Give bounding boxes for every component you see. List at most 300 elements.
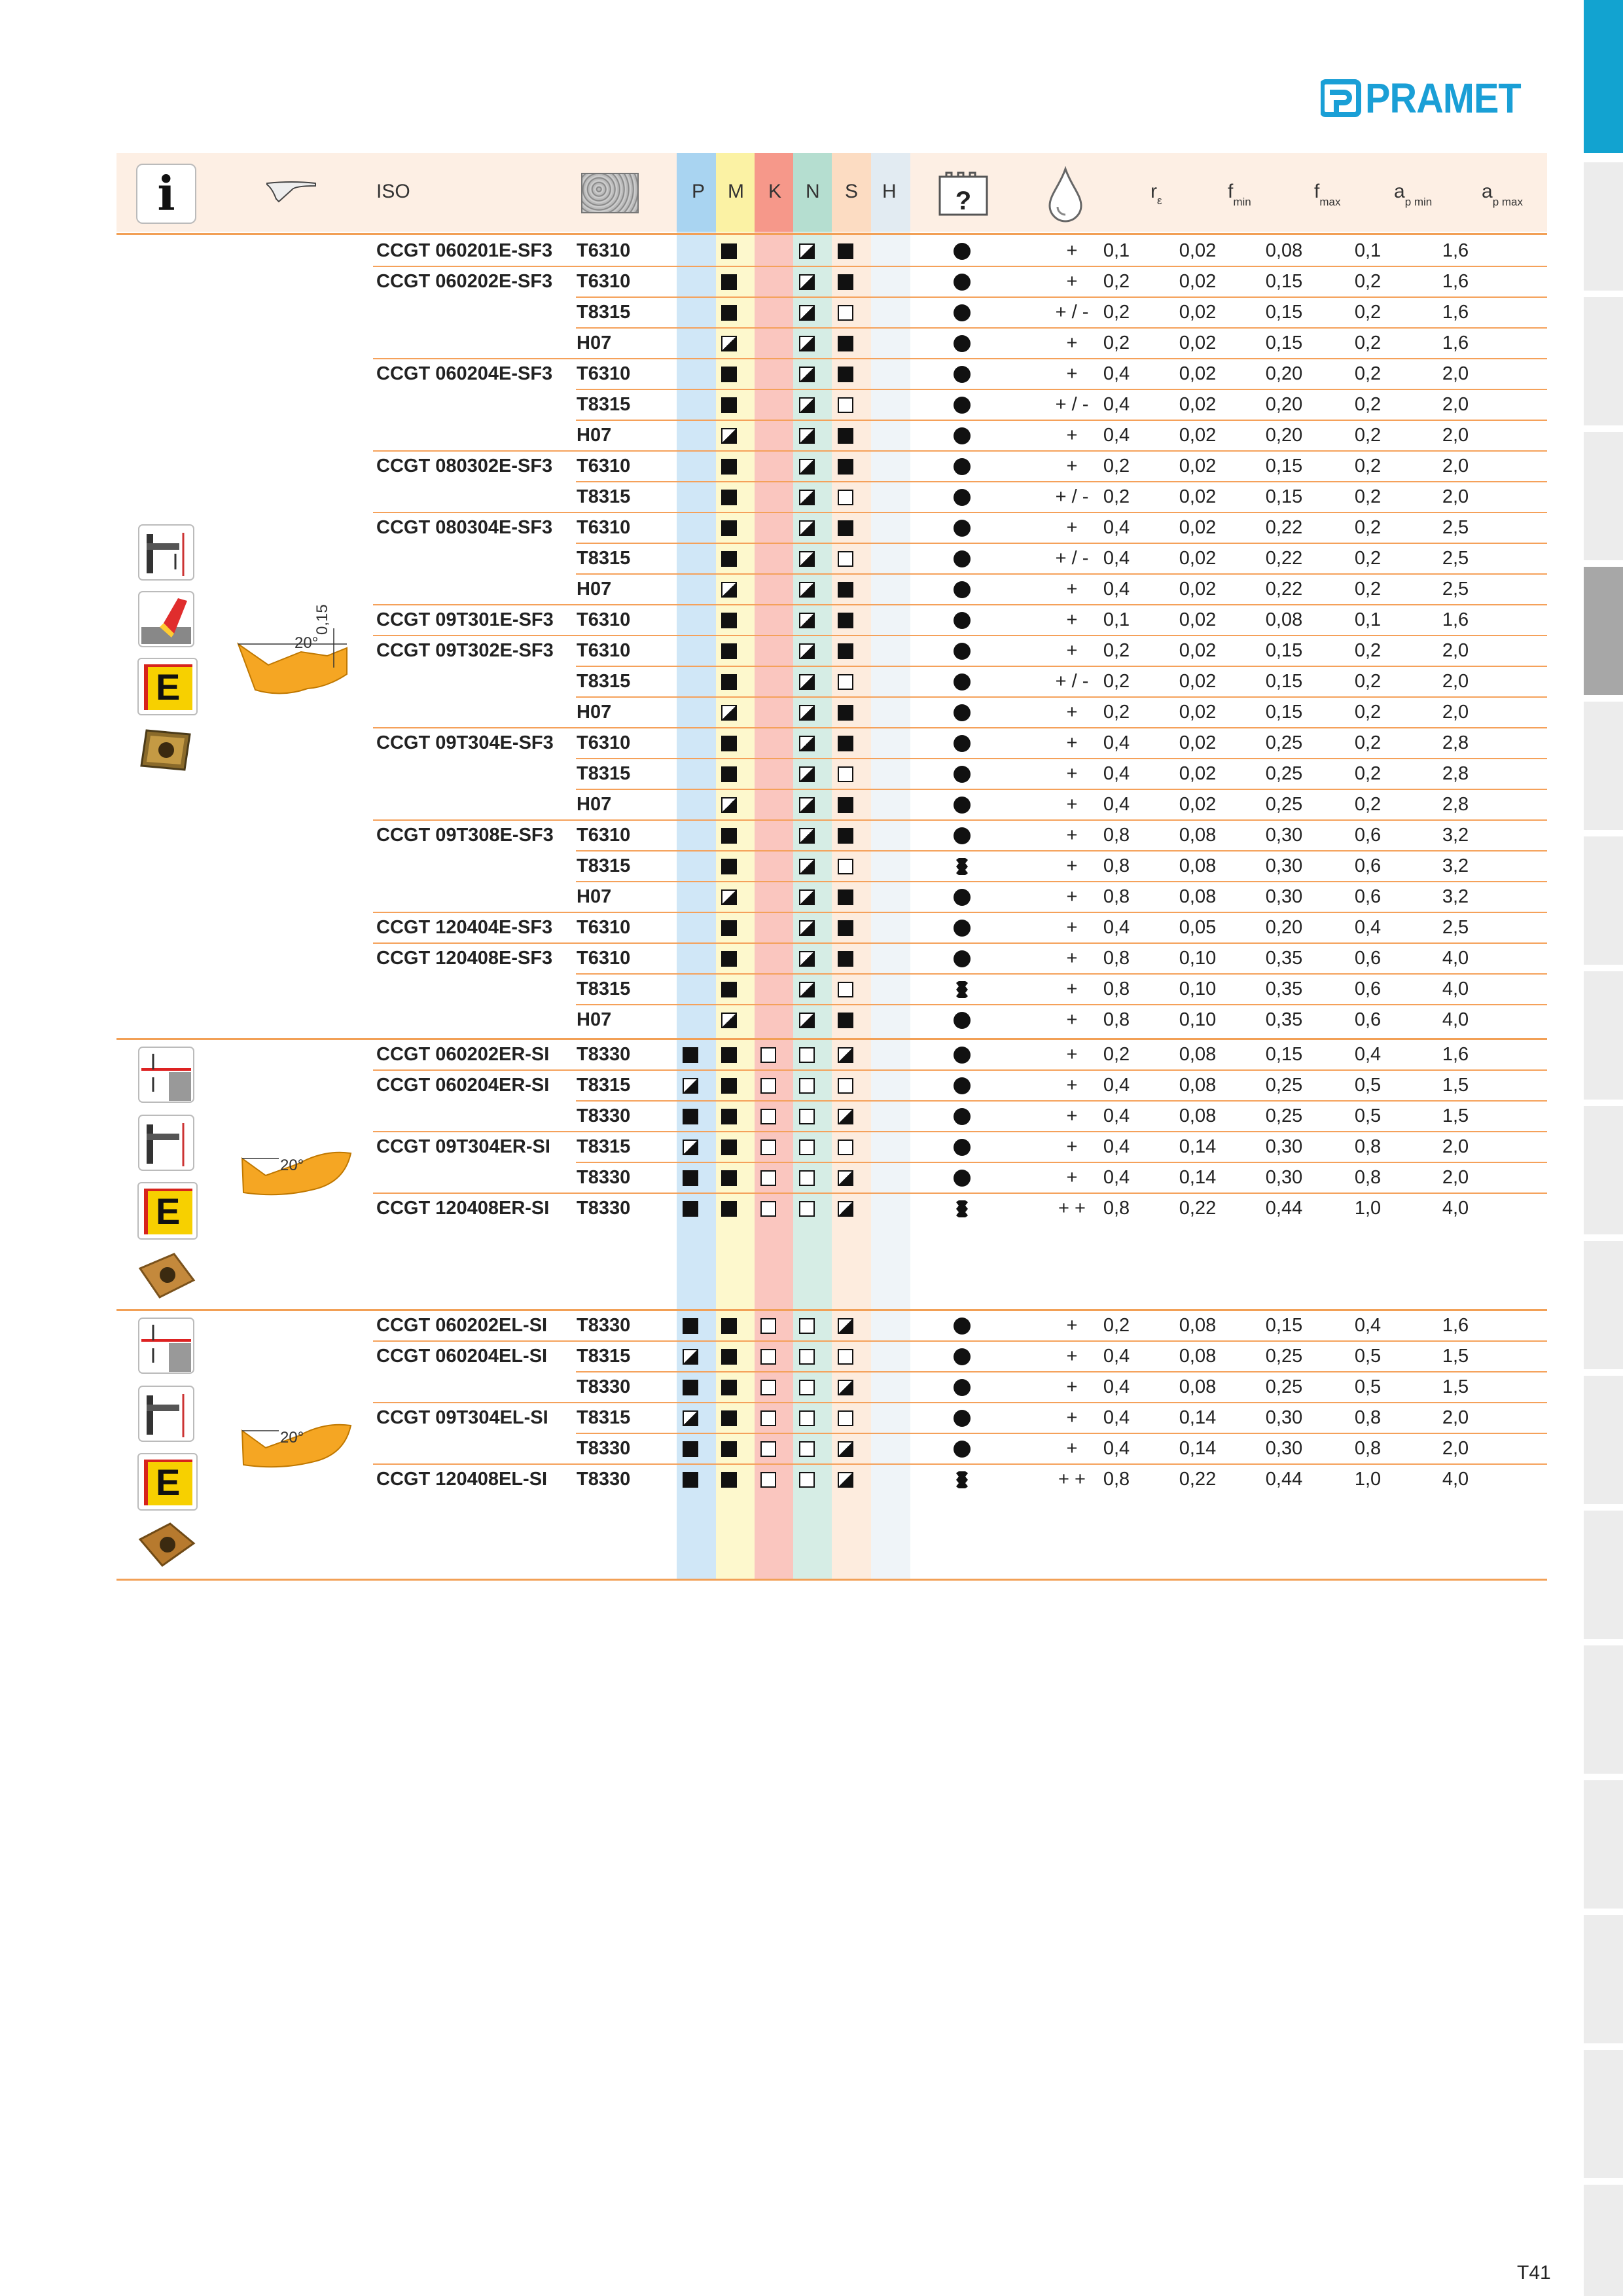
re-value: 0,4 [1103,732,1130,753]
group-separator [116,1579,1547,1581]
fmax-value: 0,15 [1265,1315,1303,1336]
apmin-value: 0,2 [1354,486,1382,507]
good-conditions-icon [954,1077,971,1094]
suitability-S-half-icon [838,1472,853,1488]
grade: T6310 [577,917,631,938]
apmin-value: 0,1 [1354,609,1382,630]
fmin-value: 0,14 [1179,1438,1217,1459]
fmin-value: 0,10 [1179,978,1217,999]
fmin-value: 0,08 [1179,1044,1217,1065]
suitability-M-full-icon [721,613,737,628]
suitability-K-empty-icon [760,1472,776,1488]
suitability-N-empty-icon [799,1170,815,1186]
re-value: 0,8 [1103,886,1130,907]
sidebar-tab[interactable] [1584,297,1623,425]
table-row [116,728,1547,759]
coolant-value: + [1066,517,1078,538]
suitability-M-full-icon [721,274,737,290]
apmax-value: 4,0 [1442,978,1469,999]
good-conditions-icon [954,920,971,937]
fmin-value: 0,10 [1179,948,1217,969]
fmin-value: 0,02 [1179,609,1217,630]
iso-designation: CCGT 060204EL-SI [376,1346,548,1367]
apmax-value: 2,0 [1442,1136,1469,1157]
good-conditions-icon [954,1410,971,1427]
re-value: 0,4 [1103,763,1130,784]
suitability-K-empty-icon [760,1078,776,1094]
good-conditions-icon [954,735,971,752]
suitability-P-full-icon [683,1380,698,1395]
suitability-M-full-icon [721,1441,737,1457]
fmin-value: 0,08 [1179,1075,1217,1096]
sidebar-tab[interactable] [1584,567,1623,695]
re-value: 0,4 [1103,579,1130,600]
apmin-value: 0,8 [1354,1438,1382,1459]
interrupted-conditions-icon [954,858,971,875]
suitability-M-full-icon [721,1410,737,1426]
table-row [116,359,1547,389]
sidebar-tab[interactable] [1584,432,1623,560]
suitability-S-full-icon [838,920,853,936]
fmax-value: 0,35 [1265,1009,1303,1030]
suitability-S-half-icon [838,1380,853,1395]
apmax-value: 1,6 [1442,609,1469,630]
apmax-value: 2,0 [1442,671,1469,692]
suitability-M-full-icon [721,1349,737,1365]
suitability-K-empty-icon [760,1410,776,1426]
sidebar-tab[interactable] [1584,1645,1623,1774]
suitability-P-full-icon [683,1472,698,1488]
suitability-M-half-icon [721,336,737,351]
fmin-value: 0,14 [1179,1136,1217,1157]
suitability-S-half-icon [838,1318,853,1334]
suitability-N-empty-icon [799,1139,815,1155]
grade: T6310 [577,517,631,538]
suitability-M-full-icon [721,1380,737,1395]
fmin-value: 0,08 [1179,855,1217,876]
suitability-S-empty-icon [838,859,853,874]
apmax-value: 1,5 [1442,1376,1469,1397]
sidebar-tab[interactable] [1584,971,1623,1100]
group-badge-e-icon: E [137,1182,198,1240]
grade: T8330 [577,1315,631,1336]
good-conditions-icon [954,489,971,506]
suitability-N-empty-icon [799,1380,815,1395]
suitability-P-half-icon [683,1139,698,1155]
fmax-value: 0,30 [1265,1167,1303,1188]
suitability-M-half-icon [721,582,737,598]
insert-photo-icon [135,1249,198,1305]
coolant-value: + [1066,456,1078,476]
suitability-M-full-icon [721,1318,737,1334]
iso-designation: CCGT 060204E-SF3 [376,363,553,384]
suitability-S-empty-icon [838,490,853,505]
sidebar-tab[interactable] [1584,1780,1623,1909]
table-row [116,943,1547,974]
fmax-value: 0,30 [1265,1438,1303,1459]
apmax-value: 2,0 [1442,363,1469,384]
apmin-value: 0,2 [1354,640,1382,661]
suitability-N-half-icon [799,520,815,536]
suitability-M-full-icon [721,305,737,321]
suitability-P-half-icon [683,1078,698,1094]
fmax-value: 0,22 [1265,517,1303,538]
sidebar-tab[interactable] [1584,1241,1623,1369]
grade: T8315 [577,855,631,876]
table-row [116,1372,1547,1403]
re-value: 0,2 [1103,332,1130,353]
grade: T8330 [577,1167,631,1188]
suitability-N-half-icon [799,766,815,782]
fmax-value: 0,20 [1265,425,1303,446]
re-value: 0,4 [1103,1075,1130,1096]
table-row [116,236,1547,266]
suitability-N-half-icon [799,582,815,598]
suitability-S-full-icon [838,274,853,290]
re-value: 0,2 [1103,640,1130,661]
table-row [116,1341,1547,1372]
good-conditions-icon [954,704,971,721]
suitability-N-half-icon [799,674,815,690]
table-row [116,512,1547,543]
suitability-P-half-icon [683,1410,698,1426]
fmin-value: 0,08 [1179,1376,1217,1397]
table-row [116,482,1547,512]
fmax-value: 0,25 [1265,763,1303,784]
grade: H07 [577,425,612,446]
fmin-value: 0,02 [1179,332,1217,353]
suitability-K-empty-icon [760,1201,776,1217]
table-row [116,1403,1547,1433]
suitability-M-full-icon [721,367,737,382]
apmin-value: 0,6 [1354,825,1382,846]
re-value: 0,2 [1103,702,1130,723]
apmax-value: 2,0 [1442,394,1469,415]
re-value: 0,4 [1103,548,1130,569]
suitability-K-empty-icon [760,1047,776,1063]
apmin-value: 0,2 [1354,425,1382,446]
re-value: 0,1 [1103,240,1130,261]
sidebar-tab[interactable] [1584,836,1623,965]
grade: T8330 [577,1044,631,1065]
suitability-S-half-icon [838,1047,853,1063]
apmax-value: 2,5 [1442,548,1469,569]
table-row [116,789,1547,820]
re-value: 0,4 [1103,425,1130,446]
fmin-value: 0,02 [1179,763,1217,784]
suitability-S-half-icon [838,1109,853,1124]
apmax-value: 2,0 [1442,640,1469,661]
fmin-value: 0,08 [1179,886,1217,907]
fmax-value: 0,30 [1265,855,1303,876]
suitability-M-full-icon [721,643,737,659]
suitability-N-half-icon [799,643,815,659]
sidebar-tab[interactable] [1584,1915,1623,2043]
sidebar-tab[interactable] [1584,1376,1623,1504]
iso-designation: CCGT 09T304E-SF3 [376,732,554,753]
grade: T8315 [577,302,631,323]
suitability-M-full-icon [721,1109,737,1124]
apmin-value: 0,6 [1354,886,1382,907]
sidebar-tab[interactable] [1584,1511,1623,1639]
suitability-M-full-icon [721,397,737,413]
suitability-S-empty-icon [838,1410,853,1426]
re-value: 0,4 [1103,517,1130,538]
suitability-K-empty-icon [760,1109,776,1124]
apmax-value: 2,0 [1442,456,1469,476]
coolant-value: + [1066,825,1078,846]
re-value: 0,4 [1103,917,1130,938]
table-row [116,1070,1547,1101]
grade: T6310 [577,732,631,753]
apmin-value: 0,2 [1354,332,1382,353]
coolant-value: + [1066,425,1078,446]
svg-text:?: ? [955,187,972,215]
re-value: 0,4 [1103,363,1130,384]
table-row [116,882,1547,912]
grade: T6310 [577,240,631,261]
header-iso: ISO [376,181,410,202]
table-row [116,266,1547,297]
apmin-value: 0,2 [1354,302,1382,323]
suitability-N-half-icon [799,459,815,475]
suitability-N-half-icon [799,1013,815,1028]
apmin-value: 0,2 [1354,763,1382,784]
suitability-K-empty-icon [760,1441,776,1457]
fmax-value: 0,30 [1265,1136,1303,1157]
table-row [116,389,1547,420]
grade: T6310 [577,825,631,846]
pramet-logo-mark-icon [1321,78,1361,118]
svg-text:20°: 20° [294,634,319,652]
fmax-value: 0,25 [1265,1346,1303,1367]
iso-designation: CCGT 060201E-SF3 [376,240,553,261]
iso-designation: CCGT 09T304ER-SI [376,1136,550,1157]
suitability-S-empty-icon [838,551,853,567]
apmin-value: 1,0 [1354,1198,1382,1219]
apmin-value: 0,8 [1354,1407,1382,1428]
coolant-value: + [1066,1376,1078,1397]
apmax-value: 4,0 [1442,1198,1469,1219]
grade: T8315 [577,394,631,415]
grade: T8315 [577,671,631,692]
suitability-S-full-icon [838,1013,853,1028]
coolant-value: + + [1058,1198,1086,1219]
coolant-value: + [1066,1075,1078,1096]
group-badge-e-icon: E [137,1453,198,1511]
fmax-value: 0,25 [1265,1376,1303,1397]
suitability-S-full-icon [838,336,853,351]
fmax-value: 0,20 [1265,917,1303,938]
apmax-value: 2,0 [1442,702,1469,723]
suitability-M-full-icon [721,920,737,936]
grade: H07 [577,702,612,723]
table-row [116,297,1547,328]
grade: H07 [577,886,612,907]
coolant-value: + [1066,609,1078,630]
re-value: 0,1 [1103,609,1130,630]
table-row [116,1039,1547,1070]
fmax-value: 0,15 [1265,456,1303,476]
apmin-value: 0,6 [1354,978,1382,999]
apmax-value: 2,5 [1442,579,1469,600]
iso-designation: CCGT 060202EL-SI [376,1315,548,1336]
sidebar-tab[interactable] [1584,1106,1623,1234]
re-value: 0,2 [1103,1315,1130,1336]
apmin-value: 0,2 [1354,671,1382,692]
fmax-value: 0,15 [1265,486,1303,507]
coolant-value: + [1066,763,1078,784]
fmin-value: 0,02 [1179,486,1217,507]
table-row [116,328,1547,359]
suitability-N-half-icon [799,889,815,905]
apmax-value: 4,0 [1442,1009,1469,1030]
good-conditions-icon [954,1108,971,1125]
re-value: 0,2 [1103,486,1130,507]
sidebar-tab[interactable] [1584,0,1623,153]
grade: T6310 [577,948,631,969]
coolant-value: + [1066,855,1078,876]
suitability-N-half-icon [799,305,815,321]
fmax-value: 0,15 [1265,671,1303,692]
coolant-value: + [1066,732,1078,753]
apmax-value: 1,6 [1442,271,1469,292]
suitability-N-half-icon [799,951,815,967]
grade: H07 [577,332,612,353]
suitability-M-half-icon [721,428,737,444]
coolant-value: + [1066,1346,1078,1367]
fmax-value: 0,44 [1265,1469,1303,1490]
fmin-value: 0,02 [1179,579,1217,600]
grade: T6310 [577,363,631,384]
grade: H07 [577,1009,612,1030]
suitability-S-empty-icon [838,397,853,413]
suitability-S-full-icon [838,520,853,536]
suitability-N-half-icon [799,982,815,997]
good-conditions-icon [954,1318,971,1335]
table-row [116,1433,1547,1464]
re-value: 0,8 [1103,1009,1130,1030]
good-conditions-icon [954,335,971,352]
coolant-value: + [1066,1009,1078,1030]
suitability-N-half-icon [799,397,815,413]
suitability-K-empty-icon [760,1318,776,1334]
apmin-value: 0,4 [1354,917,1382,938]
fmax-value: 0,20 [1265,363,1303,384]
good-conditions-icon [954,581,971,598]
table-row [116,1464,1547,1495]
good-conditions-icon [954,889,971,906]
apmin-value: 0,2 [1354,548,1382,569]
pramet-logo [1321,73,1550,123]
header-re: $r_\varepsilon$ [1150,181,1162,207]
fmax-value: 0,08 [1265,609,1303,630]
fmax-value: 0,15 [1265,640,1303,661]
fmax-value: 0,25 [1265,1075,1303,1096]
re-value: 0,8 [1103,948,1130,969]
table-row [116,1310,1547,1341]
suitability-N-empty-icon [799,1472,815,1488]
suitability-S-empty-icon [838,305,853,321]
good-conditions-icon [954,427,971,444]
apmin-value: 0,2 [1354,363,1382,384]
suitability-M-full-icon [721,243,737,259]
fmax-value: 0,22 [1265,548,1303,569]
suitability-S-full-icon [838,613,853,628]
suitability-M-half-icon [721,797,737,813]
suitability-M-full-icon [721,490,737,505]
coolant-value: + [1066,579,1078,600]
sidebar-tab[interactable] [1584,2050,1623,2178]
header-mat-M: M [728,181,744,202]
header-separator [116,233,1547,235]
coolant-value: + / - [1055,394,1089,415]
apmin-value: 0,1 [1354,240,1382,261]
iso-designation: CCGT 080304E-SF3 [376,517,553,538]
coolant-value: + [1066,702,1078,723]
iso-designation: CCGT 080302E-SF3 [376,456,553,476]
apmin-value: 0,6 [1354,855,1382,876]
re-value: 0,2 [1103,1044,1130,1065]
suitability-N-empty-icon [799,1349,815,1365]
suitability-S-half-icon [838,1201,853,1217]
apmax-value: 2,8 [1442,763,1469,784]
apmin-value: 0,8 [1354,1167,1382,1188]
suitability-M-full-icon [721,1472,737,1488]
fmin-value: 0,02 [1179,671,1217,692]
grade: T8315 [577,1075,631,1096]
suitability-N-half-icon [799,243,815,259]
apmax-value: 1,6 [1442,1044,1469,1065]
table-row [116,851,1547,882]
apmin-value: 0,2 [1354,456,1382,476]
suitability-P-full-icon [683,1047,698,1063]
suitability-S-full-icon [838,889,853,905]
grade: T6310 [577,640,631,661]
table-row [116,1193,1547,1224]
iso-designation: CCGT 09T304EL-SI [376,1407,548,1428]
fmin-value: 0,08 [1179,1105,1217,1126]
re-value: 0,4 [1103,1376,1130,1397]
iso-designation: CCGT 060202ER-SI [376,1044,550,1065]
re-value: 0,2 [1103,671,1130,692]
coolant-value: + [1066,886,1078,907]
sidebar-tab[interactable] [1584,162,1623,291]
re-value: 0,4 [1103,794,1130,815]
info-icon: i [136,164,196,224]
sidebar-tab[interactable] [1584,2185,1623,2296]
fmax-value: 0,15 [1265,302,1303,323]
suitability-S-empty-icon [838,1349,853,1365]
coolant-value: + [1066,1044,1078,1065]
header-fmin: $f_{min}$ [1228,181,1251,208]
suitability-N-half-icon [799,551,815,567]
fmax-value: 0,44 [1265,1198,1303,1219]
table-row [116,1162,1547,1193]
suitability-S-full-icon [838,459,853,475]
coolant-value: + [1066,1438,1078,1459]
table-row [116,759,1547,789]
sidebar-tab[interactable] [1584,702,1623,830]
iso-designation: CCGT 09T301E-SF3 [376,609,554,630]
fmin-value: 0,10 [1179,1009,1217,1030]
coolant-value: + [1066,1105,1078,1126]
fmax-value: 0,25 [1265,794,1303,815]
table-row [116,820,1547,851]
fmin-value: 0,02 [1179,425,1217,446]
apmin-value: 0,2 [1354,732,1382,753]
apmax-value: 2,0 [1442,1438,1469,1459]
